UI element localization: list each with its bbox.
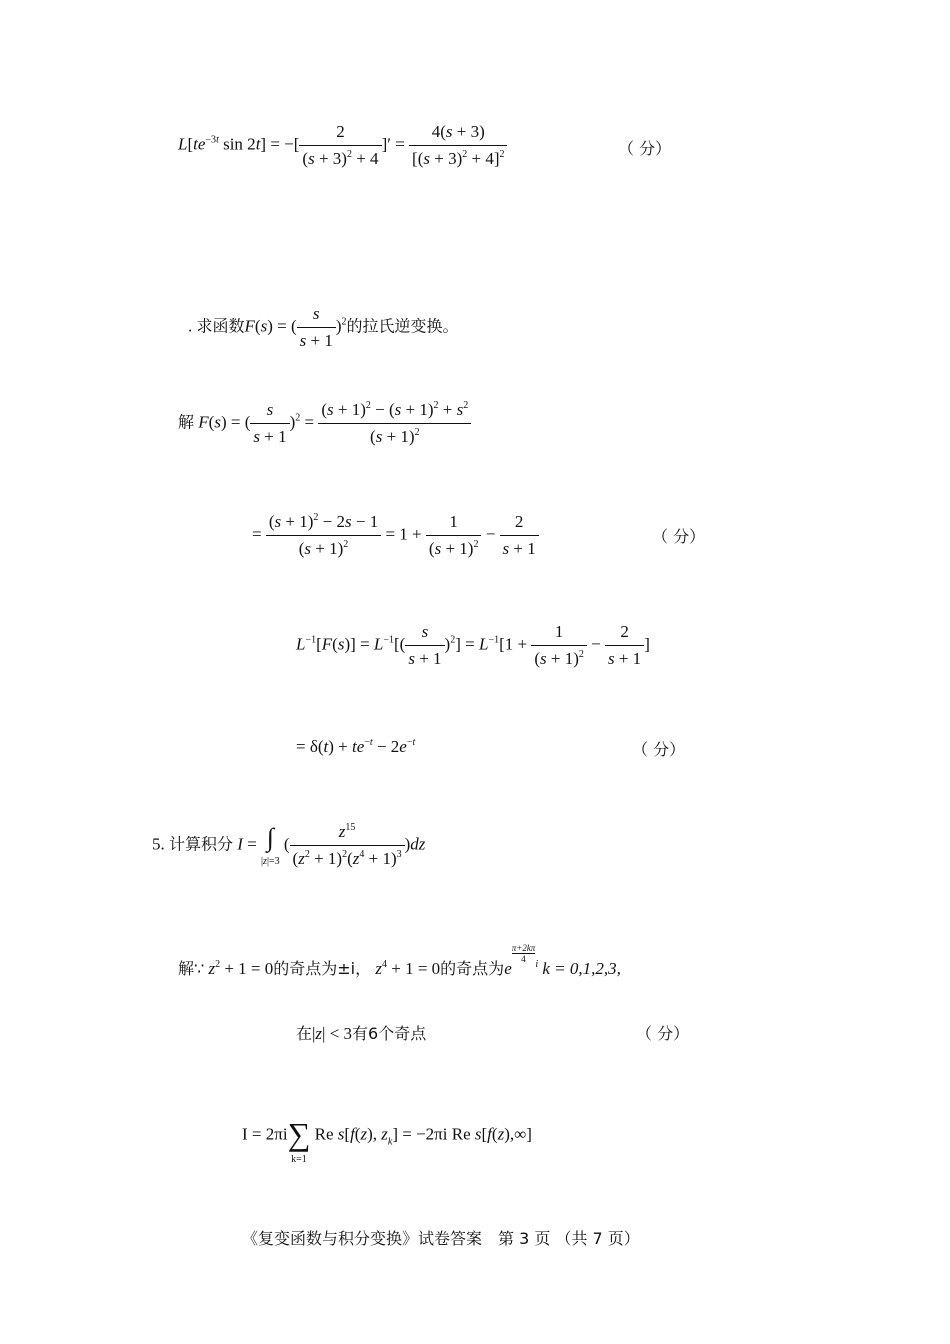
score-mark-2: （ 分） [652, 527, 706, 546]
problem-4-solution-line-3: $L^{-1}[F(s)] = L^{-1}$[( $\frac{s}{s + 1}$ )$^2] = L^{-1}[1$ + $\frac{1}{(s + 1)^2}$ − $\frac{2}{s + 1}$ ] [296, 622, 650, 668]
score-mark-4: （ 分） [636, 1024, 690, 1043]
score-mark-1: （ 分） [618, 139, 672, 158]
problem-5-solution-line-1: 解∵ $z^2 + 1 = 0$的奇点为±i， $z^4 + 1 = 0$的奇点为e $\frac{\pi+2k\pi}{4}$ $^i$ k = 0,1,2,3, [178, 943, 621, 978]
problem-4-prompt: . 求函数F(s) = ( $\frac{s}{s + 1}$ )$^2$的拉氏逆变换。 [188, 304, 459, 350]
problem-5-solution-line-2: 在|z| < 3有6个奇点 [296, 1024, 427, 1043]
problem-4-solution-line-2: = $\frac{(s + 1)^2 - 2s - 1}{(s + 1)^2}$ = 1 + $\frac{1}{(s + 1)^2}$ − $\frac{2}{s + 1}$ [252, 512, 539, 559]
problem-4-solution-line-4: = $\delta(t) + te^{-t} - 2e^{-t}$ [296, 737, 416, 756]
formula-laplace-te3t: $L[te^{-3t}$ sin 2t] = −[ $\frac{2}{(s + 3)^2 + 4}$ ]′ = $\frac{4(s + 3)}{[(s + 3)^2 + 4]^2}$ [178, 122, 507, 169]
problem-5-solution-line-3: I = 2πi ∑ k=1 Re s[f(z), $z_k] = -2\pi i$ Re s[f(z),∞] [242, 1116, 532, 1165]
score-mark-3: （ 分） [632, 740, 686, 759]
problem-5-prompt: 5. 计算积分 I = ∫ |z|=3 ( $\frac{z^{15}}{(z^2 + 1)^2(z^4 + 1)^3}$ )dz [152, 822, 426, 868]
problem-4-solution-line-1: 解 F(s) = ( $\frac{s}{s + 1}$ )$^2$ = $\frac{(s + 1)^2 - (s + 1)^2 + s^2}{(s + 1)^2}$ [178, 400, 471, 447]
page-footer: 《复变函数与积分变换》试卷答案 第 3 页 （共 7 页） [242, 1229, 640, 1248]
